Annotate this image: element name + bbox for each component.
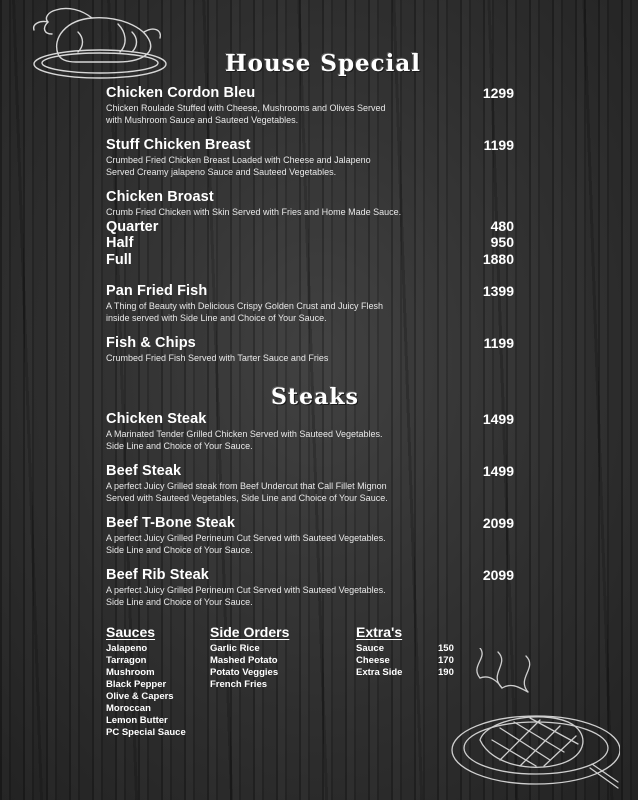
size-price: 1880 xyxy=(482,251,514,267)
list-item: Potato Veggies xyxy=(210,667,279,678)
sauces-column xyxy=(106,624,186,739)
sauces-list xyxy=(106,643,186,739)
menu-item-fish-and-chips xyxy=(106,335,518,364)
menu-item-chicken-cordon-bleu xyxy=(106,85,518,126)
menu-item-beef-rib-steak xyxy=(106,567,518,608)
side-orders-heading: Side Orders xyxy=(210,624,290,640)
list-item: Mushroom xyxy=(106,667,155,678)
list-item: Tarragon xyxy=(106,655,147,666)
item-name: Chicken Cordon Bleu xyxy=(106,85,256,101)
menu-item-beef-t-bone-steak xyxy=(106,515,518,556)
item-name: Stuff Chicken Breast xyxy=(106,137,251,153)
broast-size-half xyxy=(106,234,518,251)
item-name: Beef Steak xyxy=(106,463,182,479)
item-name: Pan Fried Fish xyxy=(106,283,208,299)
side-orders-column xyxy=(210,624,289,691)
list-item: Olive & Capers xyxy=(106,691,174,702)
menu-item-pan-fried-fish xyxy=(106,283,518,324)
item-name: Fish & Chips xyxy=(106,335,196,351)
item-description: A Thing of Beauty with Delicious Crispy Golden Crust and Juicy Flesh inside served with Side Line and Choice of Your Sauce. xyxy=(106,301,383,323)
side-orders-list xyxy=(210,643,289,691)
sauces-heading: Sauces xyxy=(106,624,156,640)
item-description: Crumbed Fried Fish Served with Tarter Sauce and Fries xyxy=(106,353,329,363)
item-description: Chicken Roulade Stuffed with Cheese, Mushrooms and Olives Served with Mushroom Sauce and Sauteed Vegetables. xyxy=(106,103,386,125)
item-description: A perfect Juicy Grilled Perineum Cut Served with Sauteed Vegetables. Side Line and Choice of Your Sauce. xyxy=(106,533,386,555)
extra-price: 170 xyxy=(438,655,454,666)
list-item: Black Pepper xyxy=(106,679,167,690)
menu-item-stuff-chicken-breast xyxy=(106,137,518,178)
item-description: Crumbed Fried Chicken Breast Loaded with Cheese and Jalapeno Served Creamy jalapeno Sauce and Sauteed Vegetables. xyxy=(106,155,371,177)
item-price: 1499 xyxy=(482,463,514,479)
item-description: Crumb Fried Chicken with Skin Served with Fries and Home Made Sauce. xyxy=(106,207,402,217)
extra-name: Extra Side xyxy=(356,667,403,678)
extra-name: Sauce xyxy=(356,643,384,654)
extras-heading: Extra's xyxy=(356,624,403,640)
steaks-title: Steaks xyxy=(271,384,359,410)
list-item: Jalapeno xyxy=(106,643,148,654)
menu-item-chicken-broast xyxy=(106,189,518,218)
item-description: A perfect Juicy Grilled steak from Beef Undercut that Call Fillet Mignon Served with Sauteed Vegetables, Side Line and Choice of Your Sauce. xyxy=(106,481,388,503)
list-item: French Fries xyxy=(210,679,268,690)
item-name: Chicken Steak xyxy=(106,411,207,427)
item-price: 1199 xyxy=(483,137,514,153)
item-description: A perfect Juicy Grilled Perineum Cut Served with Sauteed Vegetables. Side Line and Choice of Your Sauce. xyxy=(106,585,386,607)
list-item: Garlic Rice xyxy=(210,643,260,654)
size-price: 950 xyxy=(490,234,514,250)
size-price: 480 xyxy=(490,218,514,234)
house-special-title: House Special xyxy=(224,50,422,77)
item-price: 1399 xyxy=(482,283,514,299)
extra-price: 190 xyxy=(438,667,454,678)
item-name: Beef Rib Steak xyxy=(106,567,209,583)
item-name: Chicken Broast xyxy=(106,189,214,205)
item-price: 2099 xyxy=(482,567,514,583)
list-item: Moroccan xyxy=(106,703,151,714)
size-name: Full xyxy=(106,252,132,268)
item-price: 2099 xyxy=(482,515,514,531)
list-item: Mashed Potato xyxy=(210,655,278,666)
item-price: 1199 xyxy=(483,335,514,351)
item-price: 1499 xyxy=(482,411,514,427)
broast-size-full xyxy=(106,251,518,268)
list-item: PC Special Sauce xyxy=(106,727,186,738)
broast-size-quarter xyxy=(106,218,518,235)
extra-name: Cheese xyxy=(356,655,390,666)
list-item: Lemon Butter xyxy=(106,715,168,726)
item-description: A Marinated Tender Grilled Chicken Served with Sauteed Vegetables. Side Line and Choice of Your Sauce. xyxy=(106,429,383,451)
item-name: Beef T-Bone Steak xyxy=(106,515,236,531)
menu-item-beef-steak xyxy=(106,463,518,504)
grilled-steak-icon xyxy=(440,648,620,793)
extra-price: 150 xyxy=(438,643,454,654)
menu-item-chicken-steak xyxy=(106,411,518,452)
size-name: Half xyxy=(106,235,134,251)
item-price: 1299 xyxy=(482,85,514,101)
size-name: Quarter xyxy=(106,219,159,235)
